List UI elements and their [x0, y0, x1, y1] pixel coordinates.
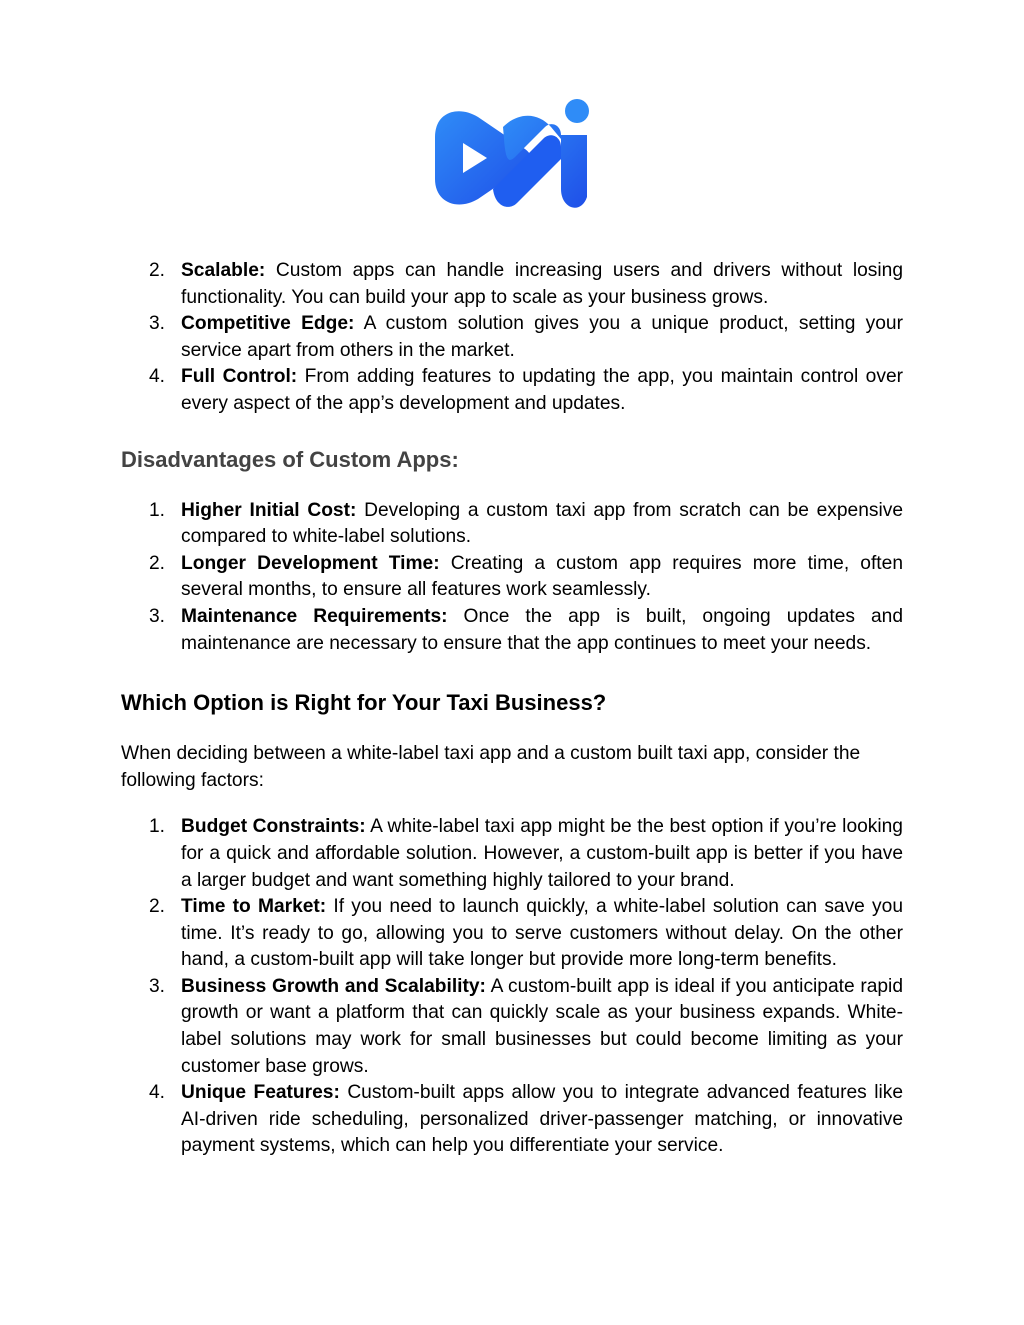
disadvantages-list — [121, 498, 903, 658]
list-item — [121, 551, 903, 604]
list-number: 3. — [149, 605, 166, 627]
intro-paragraph: When deciding between a white-label taxi app and a custom built taxi app, consider the following factors: — [121, 743, 861, 791]
list-number: 3. — [149, 975, 166, 997]
which-option-heading: Which Option is Right for Your Taxi Business? — [121, 690, 607, 716]
item-title: Budget Constraints: — [181, 816, 366, 838]
item-title: Business Growth and Scalability: — [181, 975, 486, 997]
item-text: Developing a custom taxi app from scratch can be expensive compared to white-label solutions. — [181, 499, 903, 548]
item-text: A custom-built app is ideal if you anticipate rapid growth or want a platform that can quickly scale as your business expands. White-label solutions may work for small businesses but could become limiting as your customer base grows. — [181, 975, 903, 1077]
list-item — [121, 814, 903, 894]
list-number: 1. — [149, 816, 166, 838]
list-item — [121, 1080, 903, 1160]
item-title: Time to Market: — [181, 896, 327, 918]
item-title: Maintenance Requirements: — [181, 605, 448, 627]
factors-list — [121, 814, 903, 1160]
item-text: A white-label taxi app might be the best option if you’re looking for a quick and affordable solution. However, a custom-built app is better if you have a larger budget and want something highly tailored to your brand. — [181, 816, 903, 891]
item-text: A custom solution gives you a unique product, setting your service apart from others in the market. — [181, 313, 903, 361]
item-text: Custom-built apps allow you to integrate advanced features like AI-driven ride scheduling, personalized driver-passenger matching, or innovative payment systems, which can help you differentiate your service. — [181, 1082, 903, 1157]
item-text: From adding features to updating the app, you maintain control over every aspect of the app’s development and updates. — [181, 366, 904, 414]
item-title: Full Control: — [181, 366, 298, 388]
list-item — [121, 498, 903, 551]
list-item — [121, 604, 903, 657]
list-number: 3. — [149, 313, 166, 335]
item-text: Custom apps can handle increasing users and drivers without losing functionality. You can build your app to scale as your business grows. — [181, 260, 903, 308]
list-item — [121, 258, 903, 311]
item-text: If you need to launch quickly, a white-label solution can save you time. It’s ready to go, allowing you to serve customers without delay. On the other hand, a custom-built app will take longer but provide more long-term benefits. — [181, 896, 903, 971]
list-item — [121, 894, 903, 974]
item-title: Unique Features: — [181, 1082, 340, 1104]
list-item — [121, 311, 903, 364]
list-number: 4. — [149, 366, 166, 388]
list-item — [121, 974, 903, 1080]
item-title: Competitive Edge: — [181, 313, 355, 335]
item-title: Longer Development Time: — [181, 552, 440, 574]
item-text: Creating a custom app requires more time, often several months, to ensure all features work seamlessly. — [181, 552, 903, 601]
item-title: Higher Initial Cost: — [181, 499, 357, 521]
list-item — [121, 364, 903, 417]
document-body — [121, 258, 903, 1160]
advantages-list — [121, 258, 903, 418]
item-text: Once the app is built, ongoing updates and maintenance are necessary to ensure that the app continues to meet your needs. — [181, 605, 903, 654]
list-number: 4. — [149, 1082, 166, 1104]
list-number: 2. — [149, 260, 166, 281]
list-number: 2. — [149, 896, 166, 918]
disadvantages-heading: Disadvantages of Custom Apps: — [121, 446, 459, 472]
company-logo — [433, 97, 591, 217]
logo-dot — [565, 99, 589, 123]
item-title: Scalable: — [181, 260, 266, 281]
list-number: 1. — [149, 499, 166, 521]
list-number: 2. — [149, 552, 166, 574]
